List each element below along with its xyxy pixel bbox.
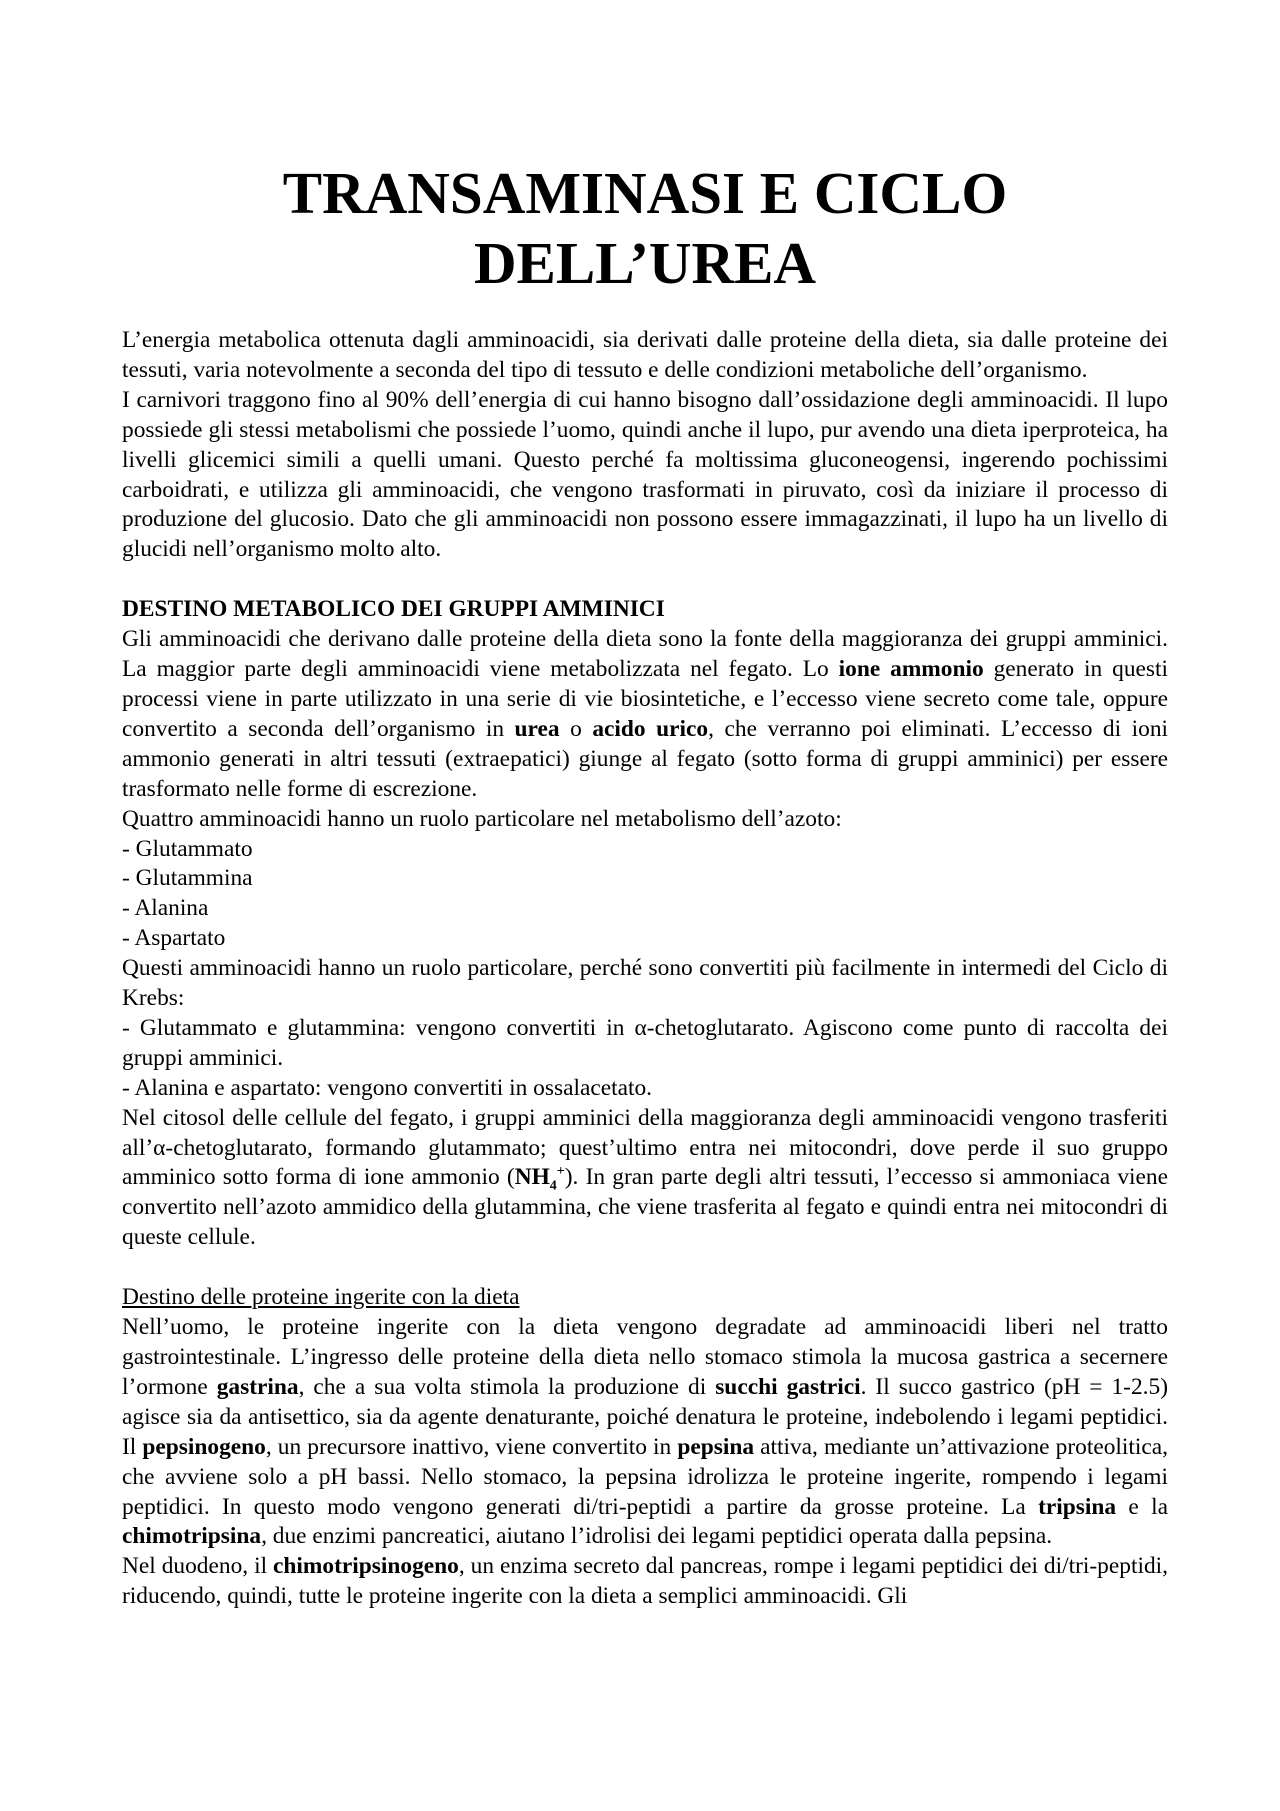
- section2-paragraph-1: Nell’uomo, le proteine ingerite con la dieta vengono degradate ad amminoacidi liberi nel tratto gastrointestinale. L’ingresso delle proteine della dieta nello stomaco stimola la mucosa gastrica a secernere l’ormone gastrina, che a sua volta stimola la produzione di succhi gastrici. Il succo gastrico (pH = 1-2.5) agisce sia da antisettico, sia da agente denaturante, poiché denatura le proteine, indebolendo i legami peptidici. Il pepsinogeno, un precursore inattivo, viene convertito in pepsina attiva, mediante un’attivazione proteolitica, che avviene solo a pH bassi. Nello stomaco, la pepsina idrolizza le proteine ingerite, rompendo i legami peptidici. In questo modo vengono generati di/tri-peptidi a partire da grosse proteine. La tripsina e la chimotripsina, due enzimi pancreatici, aiutano l’idrolisi dei legami peptidici operata dalla pepsina.: [122, 1314, 1168, 1550]
- term-ione-ammonio: ione ammonio: [838, 656, 984, 683]
- term-succhi-gastrici: succhi gastrici: [715, 1373, 861, 1400]
- document-page: [122, 158, 1168, 1612]
- section1-paragraph-2: Quattro amminoacidi hanno un ruolo particolare nel metabolismo dell’azoto:: [122, 805, 842, 832]
- list-item: - Glutammato: [122, 835, 253, 862]
- list-item: - Glutammina: [122, 865, 253, 892]
- page-title-line-1: TRANSAMINASI E CICLO: [282, 160, 1008, 226]
- section1-paragraph-5: - Alanina e aspartato: vengono convertiti in ossalacetato.: [122, 1074, 653, 1101]
- section1-paragraph-3: Questi amminoacidi hanno un ruolo particolare, perché sono convertiti più facilmente in intermedi del Ciclo di Krebs:: [122, 955, 1168, 1012]
- term-gastrina: gastrina: [216, 1373, 299, 1400]
- page-title: [122, 158, 1168, 298]
- list-item: - Alanina: [122, 895, 209, 922]
- section1-paragraph-4: - Glutammato e glutammina: vengono convertiti in α-chetoglutarato. Agiscono come punto di raccolta dei gruppi amminici.: [122, 1014, 1168, 1071]
- amino-acid-list: [122, 835, 1168, 955]
- section1-paragraph-1: Gli amminoacidi che derivano dalle proteine della dieta sono la fonte della maggioranza dei gruppi amminici. La maggior parte degli amminoacidi viene metabolizzata nel fegato. Lo ione ammonio generato in questi processi viene in parte utilizzato in una serie di vie biosintetiche, e l’eccesso viene secreto come tale, oppure convertito a seconda dell’organismo in urea o acido urico, che verranno poi eliminati. L’eccesso di ioni ammonio generati in altri tessuti (extraepatici) giunge al fegato (sotto forma di gruppi amminici) per essere trasformato nelle forme di escrezione.: [122, 626, 1169, 802]
- section2-paragraph-2: Nel duodeno, il chimotripsinogeno, un enzima secreto dal pancreas, rompe i legami peptidici dei di/tri-peptidi, riducendo, quindi, tutte le proteine ingerite con la dieta a semplici amminoacidi. Gli: [122, 1553, 1168, 1610]
- intro-paragraph-1: L’energia metabolica ottenuta dagli amminoacidi, sia derivati dalle proteine della dieta, sia dalle proteine dei tessuti, varia notevolmente a seconda del tipo di tessuto e delle condizioni metaboliche dell’organismo.: [122, 327, 1168, 383]
- formula-nh4: $NH_4^+$: [514, 1164, 565, 1195]
- term-acido-urico: acido urico: [592, 715, 709, 742]
- intro-paragraph-2: I carnivori traggono fino al 90% dell’energia di cui hanno bisogno dall’ossidazione degli amminoacidi. Il lupo possiede gli stessi metabolismi che possiede l’uomo, quindi anche il lupo, pur avendo una dieta iperproteica, ha livelli glicemici simili a quelli umani. Questo perché fa moltissima gluconeogensi, ingerendo pochissimi carboidrati, e utilizza gli amminoacidi, che vengono trasformati in piruvato, così da iniziare il processo di produzione del glucosio. Dato che gli amminoacidi non possono essere immagazzinati, il lupo ha un livello di glucidi nell’organismo molto alto.: [122, 386, 1168, 563]
- spacer: [122, 565, 1168, 595]
- term-pepsinogeno: pepsinogeno: [142, 1433, 266, 1460]
- term-pepsina: pepsina: [677, 1433, 755, 1460]
- page-title-line-2: DELL’UREA: [473, 230, 817, 296]
- term-tripsina: tripsina: [1038, 1493, 1117, 1520]
- section-heading-destino-proteine: Destino delle proteine ingerite con la dieta: [122, 1284, 520, 1311]
- list-item: - Aspartato: [122, 925, 226, 952]
- section-heading-destino-metabolico: DESTINO METABOLICO DEI GRUPPI AMMINICI: [122, 596, 665, 623]
- term-chimotripsinogeno: chimotripsinogeno: [273, 1553, 459, 1580]
- section1-paragraph-6: Nel citosol delle cellule del fegato, i gruppi amminici della maggioranza degli amminoacidi vengono trasferiti all’α-chetoglutarato, formando glutammato; quest’ultimo entra nei mitocondri, dove perde il suo gruppo amminico sotto forma di ione ammonio $(NH_4^+)$. In gran parte degli altri tessuti, l’eccesso si ammoniaca viene convertito nell’azoto ammidico della glutammina, che viene trasferita al fegato e quindi entra nei mitocondri di queste cellule.: [122, 1104, 1169, 1251]
- spacer: [122, 1253, 1168, 1283]
- term-chimotripsina: chimotripsina: [122, 1523, 262, 1550]
- term-urea: urea: [514, 715, 560, 742]
